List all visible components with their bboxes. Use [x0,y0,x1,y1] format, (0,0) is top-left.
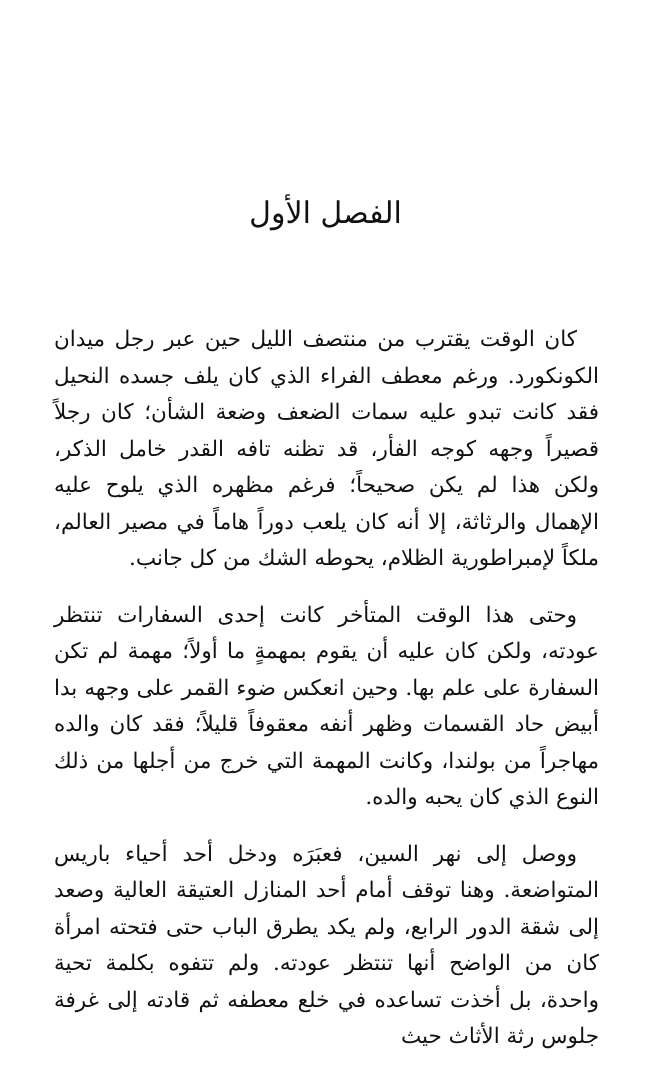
paragraph: كان الوقت يقترب من منتصف الليل حين عبر رجل ميدان الكونكورد. ورغم معطف الفراء الذي كان يلف جسده النحيل فقد كانت تبدو عليه سمات الضعف وضعة الشأن؛ كان رجلاً قصيراً وجهه كوجه الفأر، قد تظنه تافه القدر خامل الذكر، ولكن هذا لم يكن صحيحاً؛ فرغم مظهره الذي يلوح عليه الإهمال والرثاثة، إلا أنه كان يلعب دوراً هاماً في مصير العالم، ملكاً لإمبراطورية الظلام، يحوطه الشك من كل جانب. [54,327,599,571]
chapter-title: الفصل الأول [249,196,402,231]
paragraph: وحتى هذا الوقت المتأخر كانت إحدى السفارات تنتظر عودته، ولكن كان عليه أن يقوم بمهمةٍ ما أولاً؛ مهمة لم تكن السفارة على علم بها. وحين انعكس ضوء القمر على وجهه بدا أبيض حاد القسمات وظهر أنفه معقوفاً قليلاً؛ فقد كان والده مهاجراً من بولندا، وكانت المهمة التي خرج من أجلها من ذلك النوع الذي كان يحبه والده. [54,602,599,810]
chapter-body [54,322,599,1076]
paragraph: ووصل إلى نهر السين، فعبَرَه ودخل أحد أحياء باريس المتواضعة. وهنا توقف أمام أحد المنازل العتيقة العالية وصعد إلى شقة الدور الرابع، ولم يكد يطرق الباب حتى فتحته امرأة كان من الواضح أنها تنتظر عودته. ولم تتفوه بكلمة تحية واحدة، بل أخذت تساعده في خلع معطفه ثم قادته إلى غرفة جلوس رثة الأثاث حيث [54,841,599,1049]
